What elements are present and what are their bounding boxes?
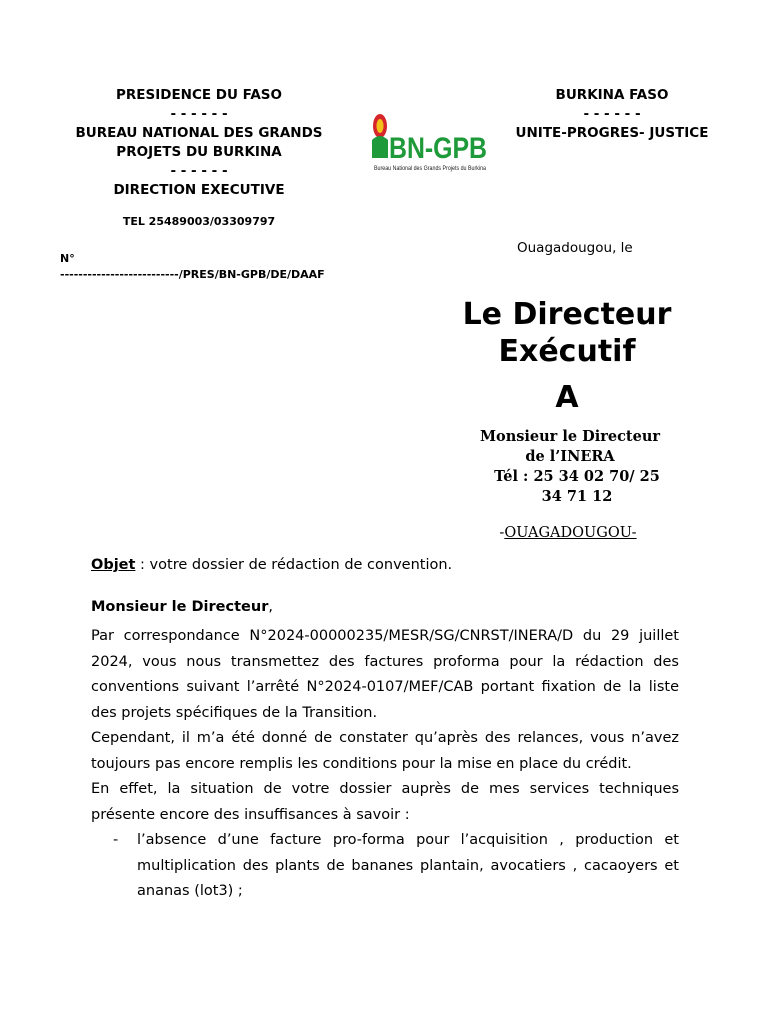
list-item xyxy=(91,828,679,905)
separator: - - - - - - xyxy=(583,106,641,122)
paragraph: En effet, la situation de votre dossier auprès de mes services techniques présente encore des insuffisances à savoir : xyxy=(91,781,679,823)
country-header xyxy=(508,86,716,143)
logo-caption: Bureau National des Grands Projets du Burkina xyxy=(374,166,487,172)
logo-graphic xyxy=(370,106,490,176)
presidence-line: PRESIDENCE DU FASO xyxy=(115,87,282,103)
issuer-phone: TEL 25489003/03309797 xyxy=(122,215,276,228)
country-name: BURKINA FASO xyxy=(555,87,669,103)
salutation xyxy=(91,595,679,621)
place-date: Ouagadougou, le xyxy=(517,240,633,256)
list-dash: - xyxy=(113,832,119,848)
recipient-phone: Tél : 25 34 02 70/ 25 34 71 12 xyxy=(494,468,660,505)
salutation-text: Monsieur le Directeur xyxy=(91,598,269,615)
direction-line: DIRECTION EXECUTIVE xyxy=(113,182,285,198)
bn-gpb-logo xyxy=(370,106,490,176)
issuer-header xyxy=(60,86,338,231)
bureau-line: BUREAU NATIONAL DES GRANDS PROJETS DU BURKINA xyxy=(75,125,323,160)
subject-label: Objet xyxy=(91,557,136,573)
reference-number-label: N° xyxy=(60,252,75,265)
city-prefix: - xyxy=(499,525,505,541)
city-name: OUAGADOUGOU- xyxy=(504,525,637,541)
separator: - - - - - - xyxy=(170,163,228,179)
paragraph: Par correspondance N°2024-00000235/MESR/SG/CNRST/INERA/D du 29 juillet 2024, vous nous transmettez des factures proforma pour la rédaction des conventions suivant l’arrêté N°2024-0107/MEF/CAB portant fixation de la liste des projets spécifiques de la Transition. xyxy=(91,628,679,721)
list-item-text: l’absence d’une facture pro-forma pour l’acquisition , production et multiplication des plants de bananes plantain, avocatiers , cacaoyers et ananas (lot3) ; xyxy=(137,832,679,899)
separator: - - - - - - xyxy=(170,106,228,122)
recipient-block xyxy=(470,427,670,507)
recipient-city xyxy=(470,525,666,541)
subject-line xyxy=(91,553,679,579)
letter-reference xyxy=(60,251,325,283)
subject-text: : votre dossier de rédaction de convention. xyxy=(135,557,453,573)
letter-body xyxy=(91,553,679,905)
addressee-marker: A xyxy=(555,380,579,415)
reference-code: --------------------------/PRES/BN-GPB/DE/DAAF xyxy=(60,268,325,281)
salutation-comma: , xyxy=(268,598,273,615)
sender-title: Le Directeur Exécutif xyxy=(462,297,672,369)
national-motto: UNITE-PROGRES- JUSTICE xyxy=(515,125,709,141)
recipient-name: Monsieur le Directeur de l’INERA xyxy=(479,428,661,465)
logo-wordmark: BN-GPB xyxy=(389,132,487,165)
paragraph: Cependant, il m’a été donné de constater qu’après des relances, vous n’avez toujours pas encore remplis les conditions pour la mise en place du crédit. xyxy=(91,730,679,772)
